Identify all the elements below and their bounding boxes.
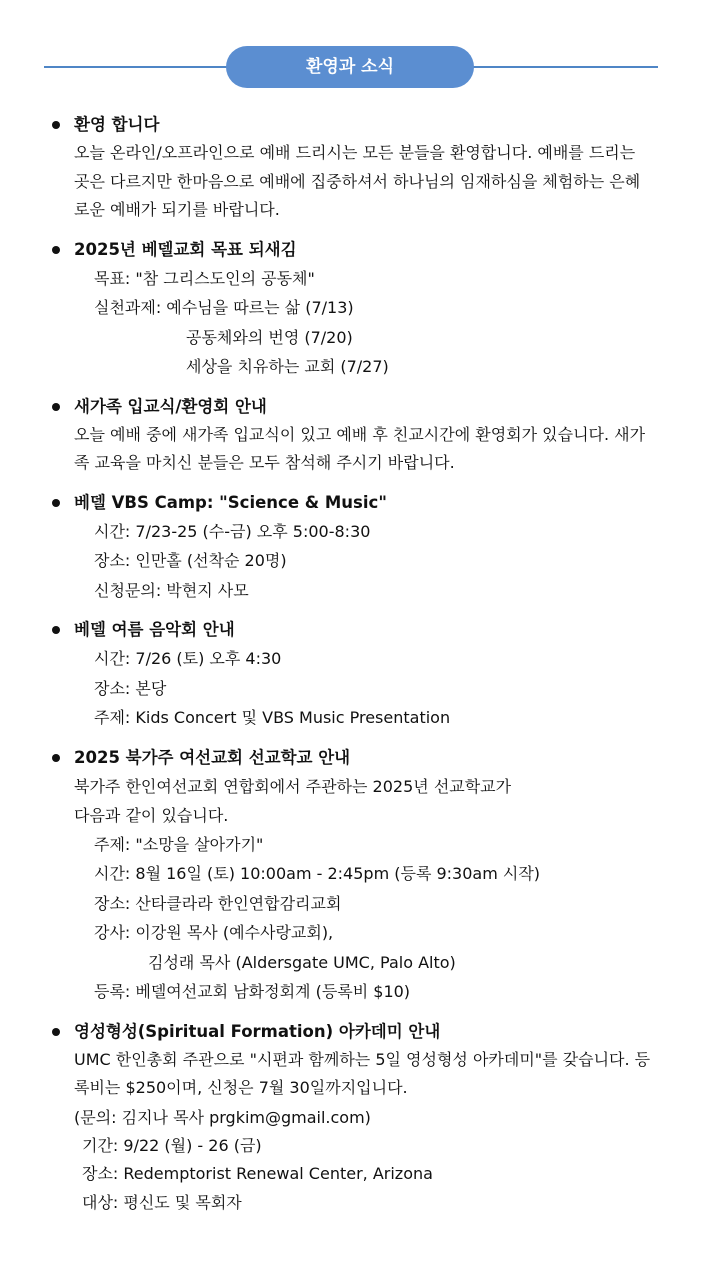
detail-line: 장소: 산타클라라 한인연합감리교회 [94, 893, 342, 913]
task-line: 공동체와의 번영 (7/20) [186, 327, 353, 347]
announcement-body-line: 북가주 한인여선교회 연합회에서 주관하는 2025년 선교학교가 [74, 776, 512, 796]
announcement-body: 오늘 예배 중에 새가족 입교식이 있고 예배 후 친교시간에 환영회가 있습니다. 새가족 교육을 마치신 분들은 모두 참석해 주시기 바랍니다. [74, 424, 646, 472]
header-title-pill: 환영과 소식 [226, 46, 474, 88]
detail-line: 대상: 평신도 및 목회자 [82, 1192, 242, 1212]
detail-line: 김성래 목사 (Aldersgate UMC, Palo Alto) [148, 952, 456, 972]
announcement-vbs-camp [0, 488, 702, 606]
announcement-body: 오늘 온라인/오프라인으로 예배 드리시는 모든 분들을 환영합니다. 예배를 드리는 곳은 다르지만 한마음으로 예배에 집중하셔서 하나님의 임재하심을 체험하는 은혜로운 예배가 되기를 바랍니다. [74, 143, 641, 219]
detail-line: 주제: "소망을 살아가기" [94, 834, 264, 854]
detail-line: 기간: 9/22 (월) - 26 (금) [82, 1135, 262, 1155]
announcement-mission-school [0, 743, 702, 1007]
bullet-icon [52, 626, 60, 634]
goal-line: 목표: "참 그리스도인의 공동체" [94, 268, 315, 288]
announcement-summer-concert [0, 615, 702, 733]
bullet-icon [52, 754, 60, 762]
detail-line: 장소: 인만홀 (선착순 20명) [94, 551, 287, 570]
detail-line: 등록: 베델여선교회 남화정회계 (등록비 $10) [94, 982, 411, 1001]
task-line: 실천과제: 예수님을 따르는 삶 (7/13) [94, 298, 354, 317]
announcement-body: UMC 한인총회 주관으로 "시편과 함께하는 5일 영성형성 아카데미"를 갖습니다. 등록비는 $250이며, 신청은 7월 30일까지입니다. [74, 1049, 651, 1097]
announcement-title: 환영 합니다 [74, 115, 160, 134]
announcement-title: 베델 VBS Camp: "Science & Music" [74, 492, 387, 512]
detail-line: 장소: 본당 [94, 678, 167, 698]
detail-line: 장소: Redemptorist Renewal Center, Arizona [82, 1164, 433, 1183]
bullet-icon [52, 246, 60, 254]
detail-line: 주제: Kids Concert 및 VBS Music Presentation [94, 708, 451, 727]
announcement-new-family [0, 392, 702, 478]
detail-line: 시간: 7/23-25 (수-금) 오후 5:00-8:30 [94, 521, 371, 541]
announcement-spiritual-formation [0, 1017, 702, 1218]
bullet-icon [52, 1028, 60, 1036]
detail-line: 시간: 8월 16일 (토) 10:00am - 2:45pm (등록 9:30am 시작) [94, 864, 541, 883]
detail-line: 시간: 7/26 (토) 오후 4:30 [94, 649, 282, 668]
announcement-title: 2025년 베델교회 목표 되새김 [74, 239, 297, 259]
section-header [0, 40, 702, 90]
detail-line: 신청문의: 박현지 사모 [94, 580, 249, 600]
bullet-icon [52, 121, 60, 129]
announcement-title: 새가족 입교식/환영회 안내 [74, 396, 267, 416]
announcement-body-line: 다음과 같이 있습니다. [74, 805, 229, 825]
announcement-church-goal [0, 235, 702, 382]
announcement-welcome [0, 110, 702, 225]
announcement-title: 베델 여름 음악회 안내 [74, 620, 235, 639]
inquiry-line: (문의: 김지나 목사 prgkim@gmail.com) [74, 1107, 371, 1127]
task-line: 세상을 치유하는 교회 (7/27) [186, 357, 389, 376]
bullet-icon [52, 403, 60, 411]
announcement-title: 영성형성(Spiritual Formation) 아카데미 안내 [74, 1021, 441, 1041]
bullet-icon [52, 499, 60, 507]
detail-line: 강사: 이강원 목사 (예수사랑교회), [94, 923, 334, 942]
announcement-title: 2025 북가주 여선교회 선교학교 안내 [74, 747, 351, 767]
announcements [0, 110, 702, 1227]
